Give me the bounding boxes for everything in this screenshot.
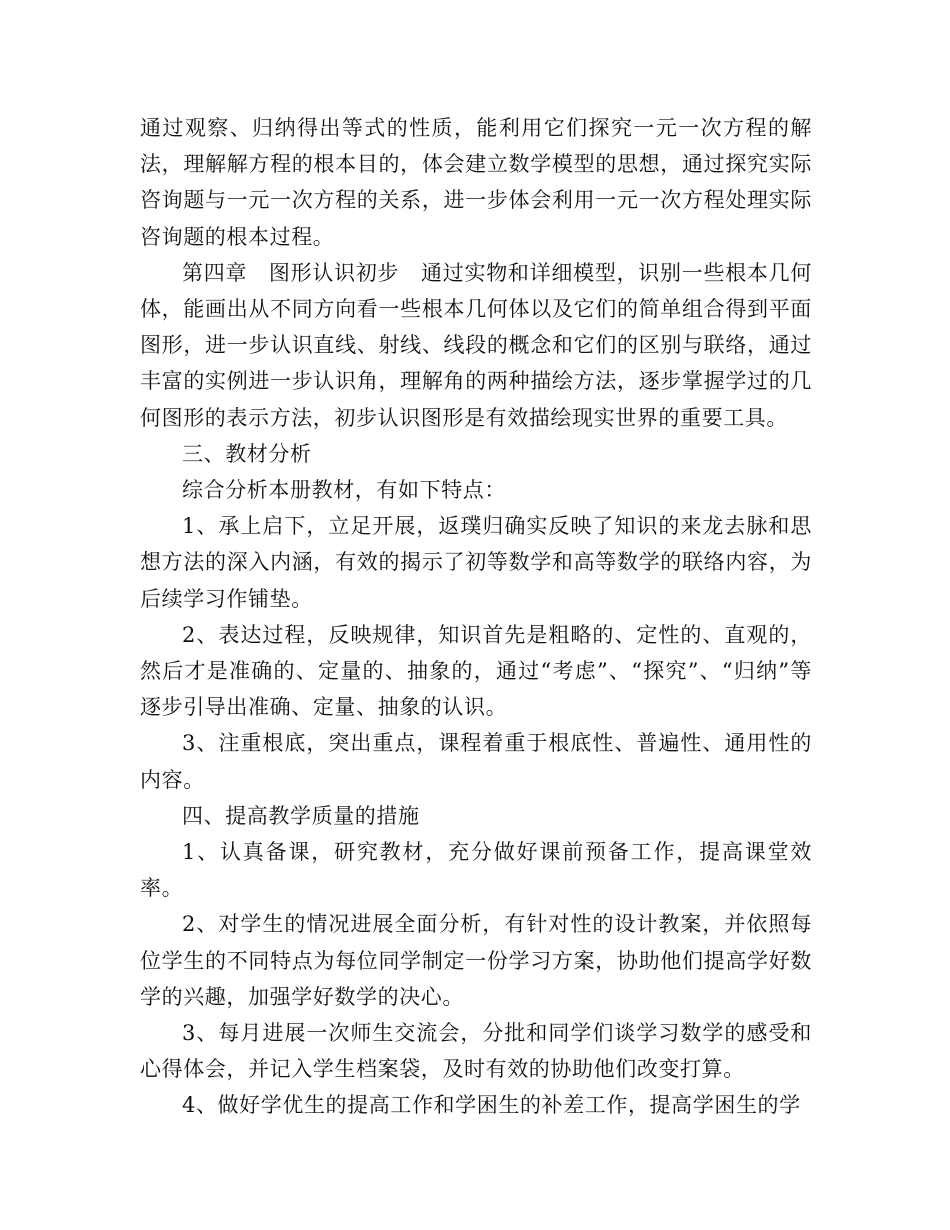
paragraph-analysis-intro: 综合分析本册教材，有如下特点： — [182, 478, 506, 503]
list-item-measure-1: 1、认真备课，研究教材，充分做好课前预备工作，提高课堂效率。 — [140, 840, 812, 901]
section-heading-textbook-analysis: 三、教材分析 — [182, 441, 312, 466]
section-heading-quality-measures: 四、提高教学质量的措施 — [182, 803, 420, 828]
paragraph-equation-continuation: 通过观察、归纳得出等式的性质，能利用它们探究一元一次方程的解法，理解解方程的根本目的，体会建立数学模型的思想，通过探究实际咨询题与一元一次方程的关系，进一步体会利用一元一次方程处理实际咨询题的根本过程。 — [140, 116, 812, 249]
list-item-feature-3: 3、注重根底，突出重点，课程着重于根底性、普遍性、通用性的内容。 — [140, 731, 812, 792]
list-item-measure-2: 2、对学生的情况进展全面分析，有针对性的设计教案，并依照每位学生的不同特点为每位同学制定一份学习方案，协助他们提高学好数学的兴趣，加强学好数学的决心。 — [140, 912, 812, 1009]
list-item-measure-4: 4、做好学优生的提高工作和学困生的补差工作，提高学困生的学 — [182, 1093, 801, 1118]
paragraph-chapter-four: 第四章 图形认识初步 通过实物和详细模型，识别一些根本几何体，能画出从不同方向看一些根本几何体以及它们的简单组合得到平面图形，进一步认识直线、射线、线段的概念和它们的区别与联络，通过丰富的实例进一步认识角，理解角的两种描绘方法，逐步掌握学过的几何图形的表示方法，初步认识图形是有效描绘现实世界的重要工具。 — [140, 260, 812, 430]
list-item-measure-3: 3、每月进展一次师生交流会，分批和同学们谈学习数学的感受和心得体会，并记入学生档案袋，及时有效的协助他们改变打算。 — [140, 1021, 812, 1082]
document-body — [140, 110, 812, 1124]
list-item-feature-2: 2、表达过程，反映规律，知识首先是粗略的、定性的、直观的，然后才是准确的、定量的、抽象的，通过“考虑”、“探究”、“归纳”等逐步引导出准确、定量、抽象的认识。 — [140, 622, 812, 720]
list-item-feature-1: 1、承上启下，立足开展，返璞归确实反映了知识的来龙去脉和思想方法的深入内涵，有效的揭示了初等数学和高等数学的联络内容，为后续学习作铺垫。 — [140, 514, 812, 611]
